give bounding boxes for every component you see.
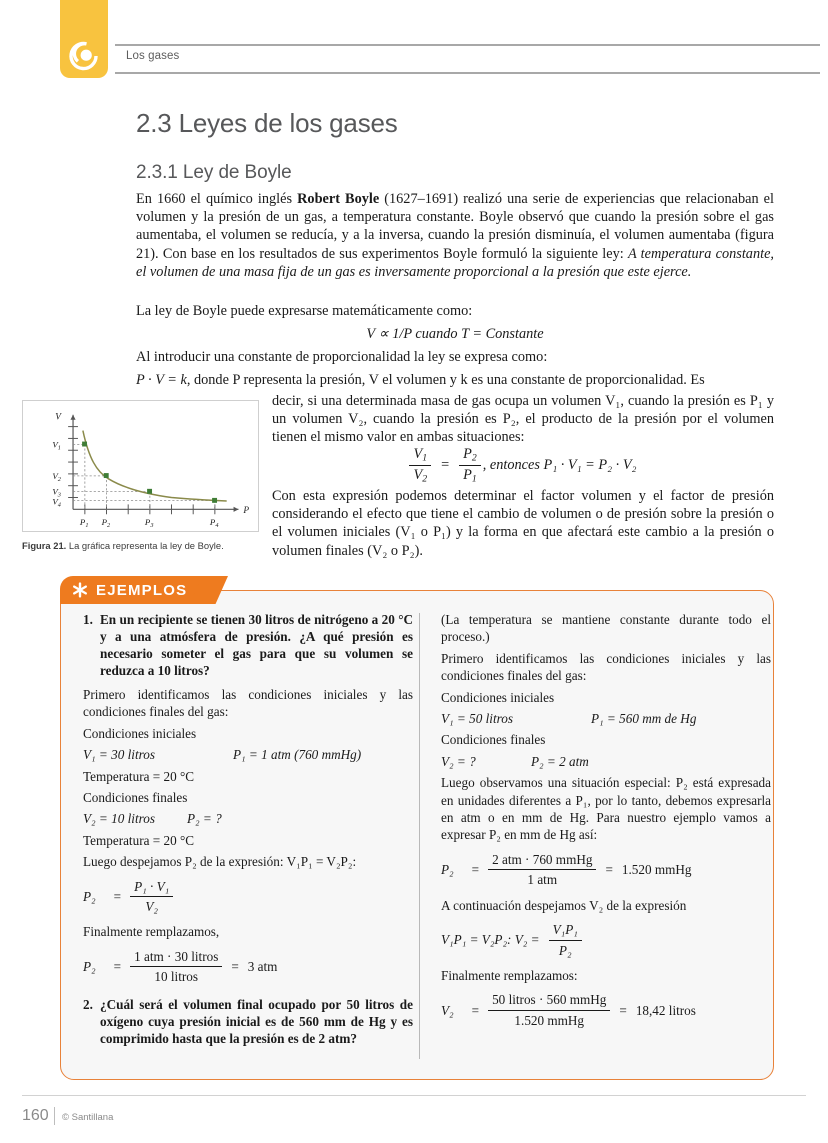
example-item-1 (83, 611, 413, 679)
svg-text:V2: $V_2$ (52, 470, 61, 483)
ratio-left-fraction: $\frac{V_1}{V_2}$ (409, 446, 431, 484)
footer-separator (54, 1107, 55, 1125)
right-final-heading: Condiciones finales (441, 732, 546, 748)
left-v1: V₁ = 30 litros (83, 747, 155, 763)
svg-text:P2: $P_2$ (101, 517, 111, 530)
asterisk-icon (72, 582, 88, 598)
examples-box (60, 590, 774, 1080)
subsection-heading: 2.3.1 Ley de Boyle (136, 162, 292, 183)
left-despeje-text: Luego despejamos P₂ de la expresión: V₁P₁ = V₂P₂: (83, 854, 357, 870)
right-eq3-equals: = (471, 1002, 480, 1018)
equals-sign: = (441, 456, 450, 473)
left-eq2-numerator: 1 atm · 30 litros (134, 948, 219, 964)
intro-paragraph (136, 190, 774, 284)
right-eq1-lhs: P₂ (441, 862, 454, 878)
boyle-curve-svg (23, 401, 258, 531)
left-initial-values (83, 746, 413, 763)
right-eq2-numerator: V₁P₁ (552, 922, 578, 938)
pvk-line (136, 371, 774, 389)
example-1-question: En un recipiente se tienen 30 litros de nitrógeno a 20 °C y a una atmósfera de presión. ¿A qué presión es necesario someter el gas para que su volumen se reduzca a 10 litros? (100, 612, 413, 678)
footer-rule (22, 1095, 806, 1096)
running-head-title: Los gases (126, 50, 180, 62)
copyright-notice: © Santillana (62, 1112, 114, 1123)
entonces-clause: , entonces P₁ · V₁ = P₂ · V₂ (482, 456, 637, 473)
right-note-text: (La temperatura se mantiene constante durante todo el proceso.) (441, 612, 771, 645)
header-rule-top (115, 44, 820, 46)
left-eq2-equals: = (113, 959, 122, 975)
ratio-right-fraction: $\frac{P_2}{P_1}$ (459, 446, 481, 484)
left-v2: V₂ = 10 litros (83, 811, 155, 827)
intro-text-a: En 1660 el químico inglés (136, 191, 298, 207)
header-rule-bottom (115, 72, 820, 74)
right-eq1-denominator: 1 atm (488, 869, 596, 888)
left-identify-text: Primero identificamos las condiciones iniciales y las condiciones finales del gas: (83, 687, 413, 720)
right-eq2-denominator: P₂ (549, 940, 582, 959)
right-v2: V₂ = ? (441, 753, 476, 769)
right-eq3-result-equals: = (619, 1002, 627, 1018)
example-item-2 (83, 996, 413, 1047)
svg-text:P4: $P_4$ (209, 517, 219, 530)
left-final-heading: Condiciones finales (83, 790, 188, 806)
boyle-name: Robert Boyle (297, 191, 380, 207)
right-eq2-fraction (549, 921, 582, 959)
right-eq3-fraction (488, 991, 610, 1029)
law-math-intro: La ley de Boyle puede expresarse matemáticamente como: (136, 303, 473, 319)
equation-proportional-text: V ∝ 1/P cuando T = Constante (366, 326, 544, 342)
wrap-paragraph-2: Con esta expresión podemos determinar el factor volumen y el factor de presión considerando el efecto que tiene el cambio de volumen o de presión sobre la presión o el volumen iniciales (V₁ o P₁) y la forma en que afectará este cambio a la presión o volumen finales (V₂ o P₂). (272, 488, 774, 559)
right-initial-values (441, 710, 771, 727)
boyle-law-chart (22, 400, 259, 532)
left-equation-2 (83, 948, 413, 986)
svg-text:V: V (55, 412, 62, 423)
examples-banner (60, 576, 203, 604)
right-identify-text: Primero identificamos las condiciones iniciales y las condiciones finales del gas: (441, 650, 771, 684)
equation-ratio (272, 445, 774, 484)
right-eq2-lhs: V₁P₁ = V₂P₂: V₂ = (441, 932, 540, 948)
left-eq1-denominator: V₂ (130, 896, 173, 915)
left-eq2-fraction (130, 948, 222, 986)
left-eq2-result-equals: = (231, 959, 239, 975)
examples-banner-label: EJEMPLOS (96, 581, 188, 599)
right-eq3-result: 18,42 litros (635, 1002, 696, 1018)
pvk-formula: P · V = k (136, 372, 187, 388)
example-1-number: 1. (83, 612, 93, 627)
left-eq1-numerator: P₁ · V₁ (134, 878, 170, 894)
examples-right-column (441, 611, 771, 1037)
example-2-question: ¿Cuál será el volumen final ocupado por 50 litros de oxígeno cuya presión inicial es de 560 mm de Hg y es comprimido hasta que la presión es de 2 atm? (100, 996, 413, 1046)
santillana-spiral-logo-icon (64, 36, 104, 76)
example-2-number: 2. (83, 996, 93, 1012)
figure-21 (22, 400, 262, 552)
right-p1: P₁ = 560 mm de Hg (591, 711, 697, 727)
svg-text:V4: $V_4$ (52, 496, 61, 509)
page-footer (0, 1095, 828, 1143)
intro-text-b: (1627–1691) realizó una serie de experiencias que relacionaban el volumen y la presión de un gas, a temperatura constante. Boyle observó que cuando la presión sobre el gas aumentaba, el volumen se reducía, y a la inversa, cuando la presión disminuía, el volumen aumentaba (figura 21). Con base en los resultados de sus experimentos Boyle formuló la siguiente ley: (136, 191, 774, 262)
left-eq2-lhs: P₂ (83, 959, 96, 975)
right-equation-2 (441, 921, 771, 959)
figure-caption-label: Figura 21. (22, 540, 67, 551)
svg-text:P: P (243, 505, 250, 516)
constant-intro: Al introducir una constante de proporcionalidad la ley se expresa como: (136, 349, 548, 365)
right-final-values (441, 753, 771, 770)
examples-left-column (83, 611, 413, 1054)
left-eq1-lhs: P₂ (83, 888, 96, 904)
right-equation-3 (441, 991, 771, 1029)
right-equation-1 (441, 851, 771, 889)
right-eq3-numerator: 50 litros · 560 mmHg (492, 992, 607, 1008)
right-eq3-lhs: V₂ (441, 1002, 454, 1018)
right-v1: V₁ = 50 litros (441, 711, 513, 727)
section-heading: 2.3 Leyes de los gases (136, 108, 398, 138)
left-temp-final: Temperatura = 20 °C (83, 832, 195, 848)
right-eq1-equals: = (471, 862, 480, 878)
right-eq3-denominator: 1.520 mmHg (488, 1010, 610, 1029)
right-p2: P₂ = 2 atm (531, 753, 589, 769)
right-special-text: Luego observamos una situación especial: P₂ está expresada en unidades diferentes a P₁, por lo tanto, debemos expresarla en atm o en mm de Hg. Para nuestro ejemplo vamos a expresar P₂ en mm de Hg así: (441, 775, 771, 843)
left-eq1-equals: = (113, 888, 122, 904)
left-equation-1 (83, 878, 413, 916)
right-final-text: Finalmente remplazamos: (441, 967, 578, 983)
svg-text:V1: $V_1$ (52, 439, 61, 452)
left-p2: P₂ = ? (187, 811, 222, 827)
right-eq1-result: 1.520 mmHg (621, 862, 692, 878)
figure-caption-text: La gráfica representa la ley de Boyle. (66, 540, 224, 551)
figure-caption (22, 540, 262, 552)
svg-text:P3: $P_3$ (144, 517, 154, 530)
pvk-explain: , donde P representa la presión, V el volumen y k es una constante de proporcionalidad. Es (186, 372, 705, 388)
left-p1: P₁ = 1 atm (760 mmHg) (233, 747, 362, 763)
examples-columns (61, 591, 775, 1081)
right-eq1-fraction (488, 851, 596, 889)
left-temp-initial: Temperatura = 20 °C (83, 768, 195, 784)
left-eq1-fraction (130, 878, 173, 916)
left-eq2-denominator: 10 litros (130, 966, 222, 985)
right-initial-heading: Condiciones iniciales (441, 689, 555, 705)
svg-text:P1: $P_1$ (79, 517, 89, 530)
right-eq1-numerator: 2 atm · 760 mmHg (492, 851, 593, 867)
left-final-values (83, 810, 413, 827)
boyle-law-statement: A temperatura constante, el volumen de una masa fija de un gas es inversamente proporcional a la presión que este ejerce. (136, 245, 774, 280)
page-running-head (0, 0, 828, 92)
right-continue-text: A continuación despejamos V₂ de la expresión (441, 897, 687, 913)
svg-text:V3: $V_3$ (52, 486, 61, 499)
wrap-paragraph-1: decir, si una determinada masa de gas ocupa un volumen V₁, cuando la presión es P₁ y un volumen V₂, cuando la presión es P₂, el producto de la presión por el volumen tienen el mismo valor en ambas situaciones: (272, 393, 774, 446)
equation-proportional (136, 326, 774, 343)
right-eq1-result-equals: = (605, 862, 613, 878)
left-initial-heading: Condiciones iniciales (83, 725, 197, 741)
left-final-text: Finalmente remplazamos, (83, 924, 220, 940)
page-number: 160 (22, 1107, 49, 1124)
left-eq2-result: 3 atm (247, 959, 278, 975)
